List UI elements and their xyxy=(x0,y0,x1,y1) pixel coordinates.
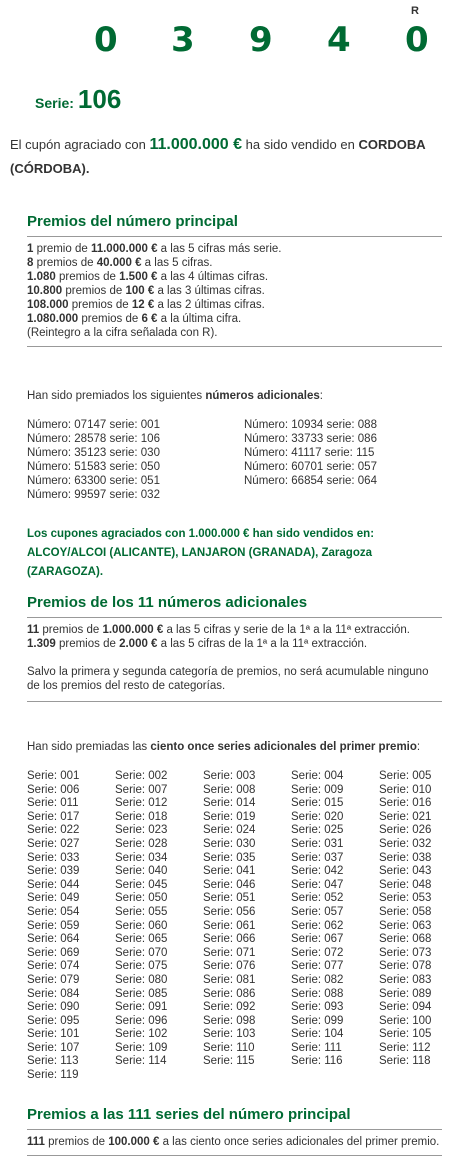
sold-prefix: El cupón agraciado con xyxy=(10,137,146,152)
series-item: Serie: 083 xyxy=(379,973,432,986)
series-item: Serie: 071 xyxy=(203,946,256,959)
series-item: Serie: 111 xyxy=(291,1041,342,1054)
eleven-prizes-title: Premios de los 11 números adicionales xyxy=(27,594,442,618)
prize-desc: a las 5 cifras de la 1ª a la 11ª extracción. xyxy=(160,638,368,650)
series-item: Serie: 055 xyxy=(115,905,168,918)
series-item: Serie: 006 xyxy=(27,783,80,796)
reintegro-marker: R xyxy=(411,5,419,17)
series-item: Serie: 109 xyxy=(115,1041,168,1054)
prize-desc: a las 3 últimas cifras. xyxy=(157,285,265,297)
digit-5: 0 xyxy=(405,20,429,60)
series-item: Serie: 032 xyxy=(379,837,432,850)
series-item: Serie: 112 xyxy=(379,1041,431,1054)
intro-bold: ciento once series adicionales del primer premio xyxy=(150,741,417,753)
series-item: Serie: 086 xyxy=(203,987,256,1000)
series-prize-section xyxy=(27,1106,442,1156)
reintegro-note: (Reintegro a la cifra señalada con R). xyxy=(27,327,218,339)
series-item: Serie: 092 xyxy=(203,1001,256,1014)
intro-suffix: : xyxy=(319,390,323,402)
sold-notice xyxy=(10,133,450,181)
prize-count: 1 xyxy=(27,243,34,255)
series-item: Serie: 096 xyxy=(115,1014,168,1027)
prize-amount: 100.000 € xyxy=(108,1136,160,1148)
sold-amount: 11.000.000 € xyxy=(149,136,243,153)
series-item: Serie: 004 xyxy=(291,770,344,782)
series-item: Serie: 058 xyxy=(379,905,432,918)
list-item: Número: 51583 serie: 050 xyxy=(27,461,160,473)
series-item: Serie: 051 xyxy=(203,892,256,905)
series-item: Serie: 104 xyxy=(291,1028,344,1041)
series-item: Serie: 099 xyxy=(291,1014,344,1027)
series-item: Serie: 050 xyxy=(115,892,168,905)
series-item: Serie: 026 xyxy=(379,824,432,837)
intro-suffix: : xyxy=(416,741,421,753)
series-item: Serie: 027 xyxy=(27,837,80,850)
prize-row xyxy=(27,270,442,284)
series-item: Serie: 101 xyxy=(27,1028,80,1041)
additional-numbers-grid xyxy=(27,418,442,502)
series-item: Serie: 039 xyxy=(27,865,80,878)
series-item: Serie: 030 xyxy=(203,837,256,850)
series-item: Serie: 065 xyxy=(115,933,168,946)
series-item: Serie: 033 xyxy=(27,851,80,864)
series-item: Serie: 079 xyxy=(27,973,80,986)
additional-numbers-left xyxy=(27,418,244,502)
series-item: Serie: 014 xyxy=(203,797,256,810)
prize-amount: 2.000 € xyxy=(119,638,158,650)
series-item: Serie: 082 xyxy=(291,973,344,986)
series-item: Serie: 052 xyxy=(291,892,344,905)
list-item: Número: 66854 serie: 064 xyxy=(244,475,377,487)
series-item: Serie: 088 xyxy=(291,987,344,1000)
series-item: Serie: 059 xyxy=(27,919,80,932)
series-item: Serie: 063 xyxy=(379,919,432,932)
series-item: Serie: 041 xyxy=(203,865,256,878)
series-item: Serie: 054 xyxy=(27,905,80,918)
prize-desc: a las 2 últimas cifras. xyxy=(157,299,265,311)
series-grid xyxy=(27,770,442,1083)
sold-middle: ha sido vendido en xyxy=(245,137,355,152)
prize-desc: a las 5 cifras y serie de la 1ª a la 11ª extracción. xyxy=(166,624,410,636)
additional-numbers-right xyxy=(244,418,442,502)
series-item: Serie: 028 xyxy=(115,837,168,850)
series-item: Serie: 060 xyxy=(115,919,168,932)
series-item: Serie: 017 xyxy=(27,810,80,823)
principal-prizes-title: Premios del número principal xyxy=(27,213,442,237)
prize-count: 1.309 xyxy=(27,638,56,650)
series-item: Serie: 019 xyxy=(203,810,256,823)
prize-row xyxy=(27,256,442,270)
series-item: Serie: 077 xyxy=(291,960,344,973)
prize-count: 108.000 xyxy=(27,299,69,311)
series-item: Serie: 047 xyxy=(291,878,344,891)
prize-row xyxy=(27,298,442,312)
prize-word: premios de xyxy=(36,257,94,269)
series-item: Serie: 024 xyxy=(203,824,256,837)
series-item: Serie: 115 xyxy=(203,1055,255,1068)
series-item: Serie: 021 xyxy=(379,810,432,823)
series-list-section xyxy=(27,740,442,1083)
prize-count: 1.080 xyxy=(27,271,56,283)
prize-word: premios de xyxy=(81,313,139,325)
prize-word: premios de xyxy=(71,299,129,311)
series-item: Serie: 001 xyxy=(27,770,80,782)
series-item: Serie: 066 xyxy=(203,933,256,946)
prize-word: premios de xyxy=(42,624,100,636)
series-item: Serie: 089 xyxy=(379,987,432,1000)
series-item: Serie: 002 xyxy=(115,770,168,782)
series-item: Serie: 073 xyxy=(379,946,432,959)
principal-prizes-list xyxy=(27,237,442,347)
series-item: Serie: 037 xyxy=(291,851,344,864)
list-item: Número: 41117 serie: 115 xyxy=(244,447,375,459)
series-prize-title: Premios a las 111 series del número principal xyxy=(27,1106,442,1130)
prize-amount: 1.000.000 € xyxy=(102,624,164,636)
series-item: Serie: 076 xyxy=(203,960,256,973)
series-item: Serie: 040 xyxy=(115,865,168,878)
series-item: Serie: 035 xyxy=(203,851,256,864)
prize-row xyxy=(27,242,442,256)
prize-count: 11 xyxy=(27,624,40,636)
prize-amount: 1.500 € xyxy=(119,271,158,283)
series-item: Serie: 011 xyxy=(27,797,79,810)
series-item: Serie: 010 xyxy=(379,783,432,796)
series-item: Serie: 020 xyxy=(291,810,344,823)
prize-word: premios de xyxy=(48,1136,106,1148)
prize-row xyxy=(27,637,442,651)
digit-3: 9 xyxy=(249,20,273,60)
series-item: Serie: 062 xyxy=(291,919,344,932)
series-item: Serie: 116 xyxy=(291,1055,343,1068)
additional-numbers-section xyxy=(27,389,442,502)
series-item: Serie: 095 xyxy=(27,1014,80,1027)
list-item: Número: 35123 serie: 030 xyxy=(27,447,160,459)
prize-row xyxy=(27,312,442,326)
series-item: Serie: 068 xyxy=(379,933,432,946)
series-item: Serie: 118 xyxy=(379,1055,431,1068)
series-item: Serie: 043 xyxy=(379,865,432,878)
series-item: Serie: 090 xyxy=(27,1001,80,1014)
prize-word: premios de xyxy=(58,638,116,650)
accumulation-note: Salvo la primera y segunda categoría de premios, no será acumulable ninguno de los premios del resto de categorías. xyxy=(27,666,429,692)
prize-desc: a las 4 últimas cifras. xyxy=(160,271,269,283)
digit-1: 0 xyxy=(94,20,118,60)
series-item: Serie: 057 xyxy=(291,905,344,918)
winning-number xyxy=(0,0,459,70)
series-item: Serie: 103 xyxy=(203,1028,256,1041)
series-item: Serie: 102 xyxy=(115,1028,168,1041)
series-item: Serie: 046 xyxy=(203,878,256,891)
series-item: Serie: 113 xyxy=(27,1055,79,1068)
million-sold-notice: Los cupones agraciados con 1.000.000 € han sido vendidos en: ALCOY/ALCOI (ALICANTE), LANJARON (GRANADA), Zaragoza (ZARAGOZA). xyxy=(27,528,375,578)
serie-label: Serie: xyxy=(35,95,74,111)
series-item: Serie: 005 xyxy=(379,770,432,782)
sold-suffix: . xyxy=(85,161,90,176)
series-item: Serie: 069 xyxy=(27,946,80,959)
prize-count: 10.800 xyxy=(27,285,63,297)
series-item: Serie: 080 xyxy=(115,973,168,986)
prize-word: premios de xyxy=(58,271,116,283)
list-item: Número: 28578 serie: 106 xyxy=(27,433,160,445)
intro-bold: números adicionales xyxy=(205,390,320,402)
prize-desc: a la última cifra. xyxy=(160,313,242,325)
series-item: Serie: 085 xyxy=(115,987,168,1000)
series-item: Serie: 053 xyxy=(379,892,432,905)
serie-value: 106 xyxy=(77,84,122,114)
series-item: Serie: 038 xyxy=(379,851,432,864)
series-item: Serie: 075 xyxy=(115,960,168,973)
series-item: Serie: 098 xyxy=(203,1014,256,1027)
list-item: Número: 60701 serie: 057 xyxy=(244,461,377,473)
series-item: Serie: 074 xyxy=(27,960,80,973)
series-item: Serie: 078 xyxy=(379,960,432,973)
prize-amount: 100 € xyxy=(125,285,155,297)
series-item: Serie: 070 xyxy=(115,946,168,959)
series-item: Serie: 044 xyxy=(27,878,80,891)
series-item: Serie: 064 xyxy=(27,933,80,946)
series-item: Serie: 081 xyxy=(203,973,256,986)
sold-place: CORDOBA (CÓRDOBA) xyxy=(10,137,426,176)
additional-numbers-intro xyxy=(27,389,442,403)
winning-serie xyxy=(35,84,121,115)
series-item: Serie: 056 xyxy=(203,905,256,918)
intro-text: Han sido premiados los siguientes xyxy=(27,390,203,402)
series-item: Serie: 012 xyxy=(115,797,168,810)
series-item: Serie: 008 xyxy=(203,783,256,796)
series-item: Serie: 114 xyxy=(115,1055,167,1068)
series-item: Serie: 009 xyxy=(291,783,344,796)
prize-desc: a las ciento once series adicionales del primer premio. xyxy=(162,1136,440,1148)
prize-amount: 12 € xyxy=(131,299,155,311)
prize-word: premios de xyxy=(65,285,123,297)
prize-amount: 6 € xyxy=(141,313,158,325)
principal-prizes-section xyxy=(27,213,442,347)
series-item: Serie: 048 xyxy=(379,878,432,891)
intro-text: Han sido premiadas las xyxy=(27,741,148,753)
series-item: Serie: 045 xyxy=(115,878,168,891)
series-item: Serie: 110 xyxy=(203,1041,255,1054)
series-item: Serie: 034 xyxy=(115,851,168,864)
series-item: Serie: 061 xyxy=(203,919,256,932)
series-item: Serie: 094 xyxy=(379,1001,432,1014)
prize-desc: a las 5 cifras más serie. xyxy=(160,243,282,255)
series-item: Serie: 049 xyxy=(27,892,80,905)
series-list-intro xyxy=(27,740,442,754)
series-item: Serie: 018 xyxy=(115,810,168,823)
series-prize-body xyxy=(27,1130,442,1156)
prize-row xyxy=(27,284,442,298)
series-item: Serie: 007 xyxy=(115,783,168,796)
series-item: Serie: 093 xyxy=(291,1001,344,1014)
list-item: Número: 63300 serie: 051 xyxy=(27,475,160,487)
series-item: Serie: 119 xyxy=(27,1069,79,1082)
series-item: Serie: 025 xyxy=(291,824,344,837)
digit-4: 4 xyxy=(327,20,351,60)
prize-amount: 40.000 € xyxy=(96,257,142,269)
digit-2: 3 xyxy=(171,20,195,60)
prize-count: 8 xyxy=(27,257,34,269)
series-item: Serie: 042 xyxy=(291,865,344,878)
series-item: Serie: 067 xyxy=(291,933,344,946)
prize-desc: a las 5 cifras. xyxy=(144,257,213,269)
prize-word: premio de xyxy=(36,243,88,255)
eleven-prizes-section xyxy=(27,594,442,702)
series-item: Serie: 031 xyxy=(291,837,344,850)
series-item: Serie: 015 xyxy=(291,797,344,810)
prize-row xyxy=(27,623,442,637)
list-item: Número: 10934 serie: 088 xyxy=(244,419,377,431)
prize-count: 111 xyxy=(27,1136,45,1148)
series-item: Serie: 091 xyxy=(115,1001,168,1014)
series-item: Serie: 023 xyxy=(115,824,168,837)
list-item: Número: 99597 serie: 032 xyxy=(27,489,160,501)
series-item: Serie: 003 xyxy=(203,770,256,782)
series-item: Serie: 100 xyxy=(379,1014,432,1027)
series-item: Serie: 016 xyxy=(379,797,432,810)
list-item: Número: 07147 serie: 001 xyxy=(27,419,160,431)
prize-amount: 11.000.000 € xyxy=(90,243,158,255)
series-item: Serie: 105 xyxy=(379,1028,432,1041)
series-item: Serie: 072 xyxy=(291,946,344,959)
series-item: Serie: 084 xyxy=(27,987,80,1000)
prize-count: 1.080.000 xyxy=(27,313,79,325)
series-item: Serie: 022 xyxy=(27,824,80,837)
list-item: Número: 33733 serie: 086 xyxy=(244,433,377,445)
series-item: Serie: 107 xyxy=(27,1041,80,1054)
eleven-prizes-list xyxy=(27,618,442,702)
